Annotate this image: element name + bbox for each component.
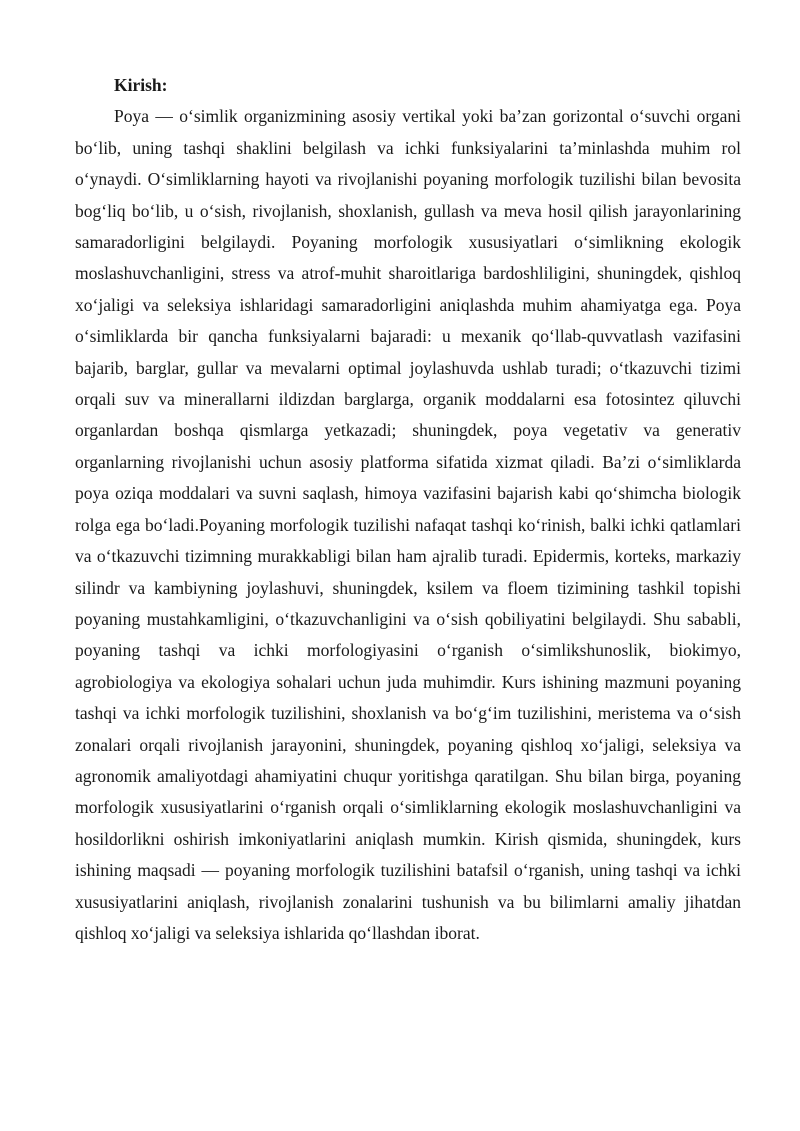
body-paragraph: Poya — o‘simlik organizmining asosiy vertikal yoki ba’zan gorizontal o‘suvchi organi bo‘lib, uning tashqi shaklini belgilash va ichki funksiyalarini ta’minlashda muhim rol o‘ynaydi. O‘simliklarning hayoti va rivojlanishi poyaning morfologik tuzilishi bilan bevosita bog‘liq bo‘lib, u o‘sish, rivojlanish, shoxlanish, gullash va meva hosil qilish jarayonlarining samaradorligini belgilaydi. Poyaning morfologik xususiyatlari o‘simlikning ekologik moslashuvchanligini, stress va atrof-muhit sharoitlariga bardoshliligini, shuningdek, qishloq xo‘jaligi va seleksiya ishlaridagi samaradorligini aniqlashda muhim ahamiyatga ega. Poya o‘simliklarda bir qancha funksiyalarni bajaradi: u mexanik qo‘llab-quvvatlash vazifasini bajarib, barglar, gullar va mevalarni optimal joylashuvda ushlab turadi; o‘tkazuvchi tizimi orqali suv va minerallarni ildizdan barglarga, organik moddalarni esa fotosintez qiluvchi organlardan boshqa qismlarga yetkazadi; shuningdek, poya vegetativ va generativ organlarning rivojlanishi uchun asosiy platforma sifatida xizmat qiladi. Ba’zi o‘simliklarda poya oziqa moddalari va suvni saqlash, himoya vazifasini bajarish kabi qo‘shimcha biologik rolga ega bo‘ladi.Poyaning morfologik tuzilishi nafaqat tashqi ko‘rinish, balki ichki qatlamlari va o‘tkazuvchi tizimning murakkabligi bilan ham ajralib turadi. Epidermis, korteks, markaziy silindr va kambiyning joylashuvi, shuningdek, ksilem va floem tizimining tashkil topishi poyaning mustahkamligini, o‘tkazuvchanligini va o‘sish qobiliyatini belgilaydi. Shu sababli, poyaning tashqi va ichki morfologiyasini o‘rganish o‘simlikshunoslik, biokimyo, agrobiologiya va ekologiya sohalari uchun juda muhimdir. Kurs ishining mazmuni poyaning tashqi va ichki morfologik tuzilishini, shoxlanish va bo‘g‘im tuzilishini, meristema va o‘sish zonalari orqali rivojlanish jarayonini, shuningdek, poyaning qishloq xo‘jaligi, seleksiya va agronomik amaliyotdagi ahamiyatini chuqur yoritishga qaratilgan. Shu bilan birga, poyaning morfologik xususiyatlarini o‘rganish orqali o‘simliklarning ekologik moslashuvchanligini va hosildorlikni oshirish imkoniyatlarini aniqlash mumkin. Kirish qismida, shuningdek, kurs ishining maqsadi — poyaning morfologik tuzilishini batafsil o‘rganish, uning tashqi va ichki xususiyatlarini aniqlash, rivojlanish zonalarini tushunish va bu bilimlarni amaliy jihatdan qishloq xo‘jaligi va seleksiya ishlarida qo‘llashdan iborat. — [75, 106, 741, 943]
section-heading: Kirish: — [114, 75, 168, 95]
document-page — [75, 70, 741, 949]
